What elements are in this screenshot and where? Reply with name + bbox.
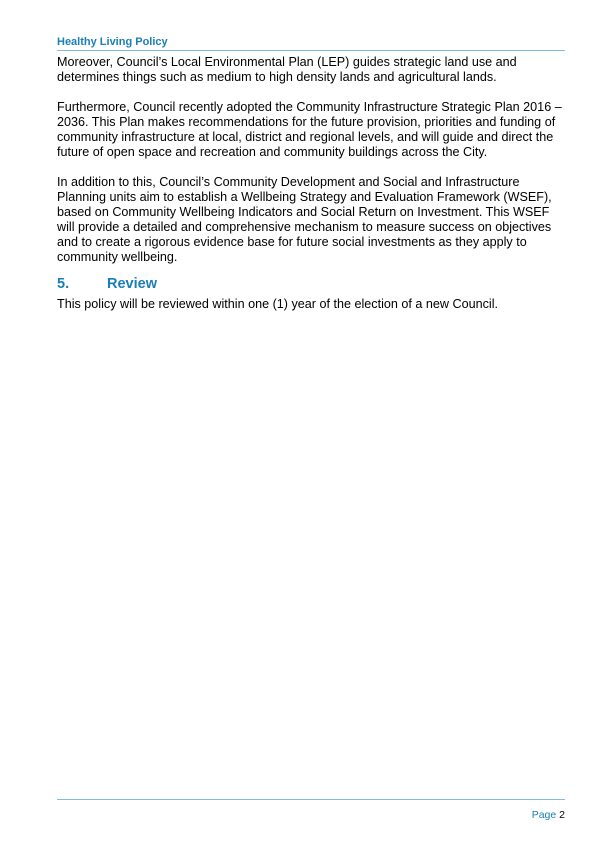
page-header — [57, 35, 565, 51]
section-title: Review — [107, 276, 157, 292]
header-divider — [57, 50, 565, 51]
body-paragraph-1: Moreover, Council’s Local Environmental Plan (LEP) guides strategic land use and determines things such as medium to high density lands and agricultural lands. — [57, 55, 517, 84]
page-content — [57, 55, 569, 327]
page-number: 2 — [559, 809, 565, 821]
section-number: 5. — [57, 276, 70, 292]
section-paragraph: This policy will be reviewed within one (1) year of the election of a new Council. — [57, 297, 498, 311]
page-footer — [57, 799, 565, 822]
footer-divider — [57, 799, 565, 800]
header-title: Healthy Living Policy — [57, 36, 168, 48]
page-number-indicator — [57, 809, 565, 822]
section-heading-review — [57, 275, 569, 293]
page-label: Page — [531, 809, 557, 821]
body-paragraph-2: Furthermore, Council recently adopted the Community Infrastructure Strategic Plan 2016 – 2036. This Plan makes recommendations for the future provision, priorities and funding of community infrastructure at local, district and regional levels, and will guide and direct the future of open space and recreation and community buildings across the City. — [57, 100, 562, 159]
body-paragraph-3: In addition to this, Council’s Community Development and Social and Infrastructure Planning units aim to establish a Wellbeing Strategy and Evaluation Framework (WSEF), based on Community Wellbeing Indicators and Social Return on Investment. This WSEF will provide a detailed and comprehensive mechanism to measure success on objectives and to create a rigorous evidence base for future social investments as they apply to community wellbeing. — [57, 175, 552, 264]
